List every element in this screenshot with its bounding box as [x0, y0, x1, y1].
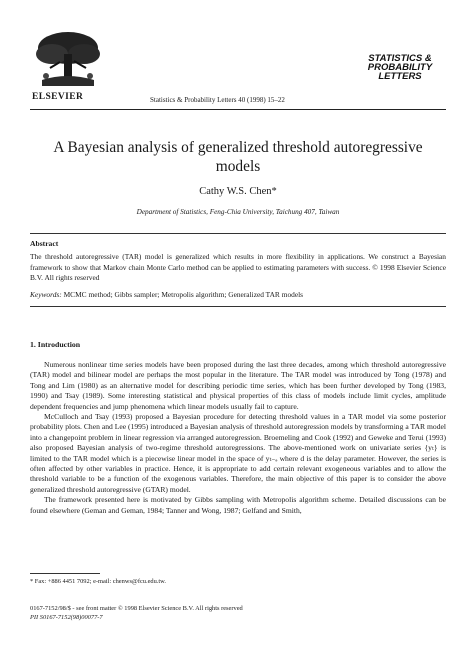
- affiliation: Department of Statistics, Feng-Chia University, Taichung 407, Taiwan: [136, 208, 340, 216]
- footnote: * Fax: +886 4451 7092; e-mail: chenws@fcu.edu.tw.: [30, 578, 166, 585]
- running-head: Statistics & Probability Letters 40 (1998) 15–22: [150, 96, 285, 104]
- pii-line: PII S0167-7152(98)00077-7: [30, 614, 103, 621]
- section-heading: 1. Introduction: [30, 340, 81, 349]
- copyright-line: 0167-7152/98/$ - see front matter © 1998 Elsevier Science B.V. All rights reserved: [30, 605, 243, 612]
- journal-logo: [356, 54, 444, 81]
- publisher-name: ELSEVIER: [32, 92, 84, 102]
- keywords-text: MCMC method; Gibbs sampler; Metropolis algorithm; Generalized TAR models: [63, 290, 304, 299]
- journal-logo-line3: LETTERS: [378, 71, 422, 82]
- author: Cathy W.S. Chen*: [199, 186, 277, 197]
- front-matter: [30, 604, 243, 622]
- header-rule: [30, 109, 446, 110]
- keywords: [30, 290, 446, 299]
- paragraph: The framework presented here is motivated by Gibbs sampling with Metropolis algorithm scheme. Detailed discussions can be found elsewhere (Geman and Geman, 1984; Tanner and Wong, 1987; Gelfand and Smith,: [30, 495, 446, 515]
- abstract-top-rule: [30, 233, 446, 234]
- keywords-label: Keywords:: [30, 290, 62, 299]
- paper-title: A Bayesian analysis of generalized threshold autoregressive models: [53, 139, 423, 175]
- section-body: [30, 360, 446, 516]
- paragraph: Numerous nonlinear time series models have been proposed during the last three decades, among which threshold autoregressive (TAR) model and bilinear model are perhaps the most popular in the literature. The TAR model was introduced by Tong (1978) and Tong and Lim (1980) as an alternative model for describing periodic time series, which has been further developed by Tong (1983, 1990) and Tsay (1989). Some interesting statistical and physical properties of this class of models include limit cycles, amplitude dependent frequencies and jump phenomena which linear models usually fail to capture.: [30, 360, 446, 411]
- abstract-bottom-rule: [30, 306, 446, 307]
- journal-logo-line2: PROBABILITY: [367, 62, 433, 73]
- footnote-rule: [30, 573, 100, 574]
- journal-logo-line1: STATISTICS &: [368, 53, 432, 64]
- elsevier-tree-logo: [30, 28, 104, 90]
- abstract-heading: Abstract: [30, 239, 59, 248]
- paragraph: McCulloch and Tsay (1993) proposed a Bayesian procedure for detecting threshold values in a TAR model via some posterior probability plots. Chen and Lee (1995) introduced a Bayesian analysis of threshold autoregression models by transforming a TAR model into a changepoint problem in linear regression via arranged autoregression. Broemeling and Cook (1992) and Geweke and Terui (1993) also proposed Bayesian analysis of two-regime threshold autoregressions. The above-mentioned work on univariate series {yₜ} is limited to the TAR model which is a piecewise linear model in the space of yₜ₋ₔ where d is the delay parameter. However, the series is often affected by other variables in practice. Hence, it is appropriate to add certain relevant exogeneous variables and to allow the threshold variable to be a function of the exogenous variables. Therefore, the main objective of this paper is to consider the above generalized threshold autoregressive (GTAR) model.: [30, 412, 446, 494]
- tree-icon: [30, 28, 104, 90]
- abstract-text: The threshold autoregressive (TAR) model is generalized which results in more flexibility in applications. We construct a Bayesian framework to show that Markov chain Monte Carlo method can be applied to estimating parameters with success. © 1998 Elsevier Science B.V. All rights reserved: [30, 252, 446, 282]
